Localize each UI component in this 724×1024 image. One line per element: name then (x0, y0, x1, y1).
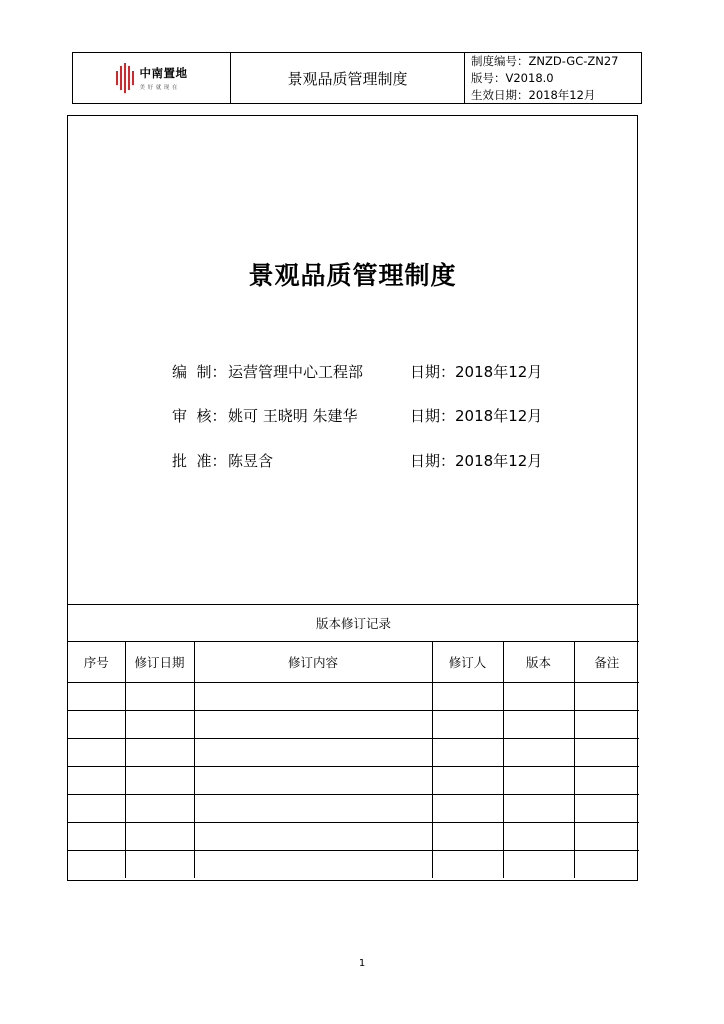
page-number: 1 (358, 958, 366, 969)
logo-bars-icon (116, 63, 134, 93)
signoff-row-author (172, 361, 542, 382)
column-header: 修订内容 (194, 642, 432, 683)
signoff-date-label: 日期： (410, 452, 456, 470)
table-row (68, 823, 639, 851)
table-row (68, 739, 639, 767)
signoff-date: 2018年12月 (455, 407, 543, 425)
company-logo (116, 63, 188, 93)
document-code: 制度编号：ZNZD-GC-ZN27 (471, 53, 619, 68)
signoff-value: 运营管理中心工程部 (228, 363, 364, 381)
logo-slogan: 美好就现在 (139, 85, 181, 91)
revision-table-caption: 版本修订记录 (68, 605, 639, 642)
document-title: 景观品质管理制度 (248, 261, 457, 290)
column-header: 修订人 (432, 642, 503, 683)
signoff-row-reviewer (172, 405, 542, 426)
signoff-row-approver (172, 450, 542, 471)
signoff-date-label: 日期： (410, 407, 456, 425)
column-header: 备注 (574, 642, 639, 683)
logo-cell (73, 53, 231, 103)
signoff-value: 陈昱含 (228, 452, 274, 470)
signoff-label: 批 准： (172, 452, 227, 470)
logo-name: 中南置地 (139, 66, 188, 80)
revision-table-header (68, 642, 639, 683)
signoff-label: 审 核： (172, 407, 227, 425)
column-header: 版本 (503, 642, 574, 683)
document-header (72, 52, 642, 104)
table-row (68, 851, 639, 879)
effective-date: 生效日期：2018年12月 (471, 87, 596, 102)
header-meta (465, 53, 641, 103)
revision-table (68, 604, 639, 878)
signoff-date: 2018年12月 (455, 363, 543, 381)
table-row (68, 767, 639, 795)
document-version: 版号：V2018.0 (471, 70, 554, 85)
signoff-value: 姚可 王晓明 朱建华 (228, 407, 358, 425)
signoff-label: 编 制： (172, 363, 227, 381)
column-header: 修订日期 (125, 642, 194, 683)
table-row (68, 683, 639, 711)
column-header: 序号 (68, 642, 125, 683)
table-row (68, 795, 639, 823)
signoff-date-label: 日期： (410, 363, 456, 381)
signoff-date: 2018年12月 (455, 452, 543, 470)
header-title: 景观品质管理制度 (231, 53, 465, 103)
table-row (68, 711, 639, 739)
cover-box (67, 115, 638, 881)
